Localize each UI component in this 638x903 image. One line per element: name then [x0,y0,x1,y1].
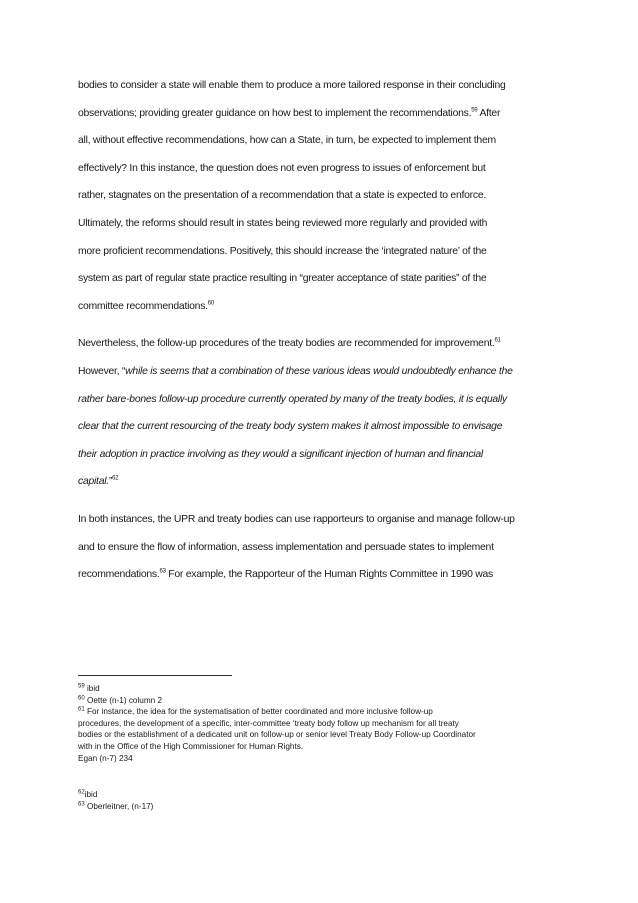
footnote-59 [78,683,564,695]
text-span: more proficient recommendations. Positively, this should increase the ‘integrated nature’ of the [78,245,487,257]
text-line [78,506,564,534]
text-line [78,468,564,496]
text-line [78,182,564,210]
text-span: However, “ [78,365,126,377]
text-span: system as part of regular state practice resulting in “greater acceptance of state parities” of the [78,273,487,285]
text-span: observations; providing greater guidance on how best to implement the recommendations. [78,107,472,119]
footnote-number: 63 [78,801,85,808]
text-span: rather, stagnates on the presentation of a recommendation that a state is expected to enforce. [78,190,486,202]
text-line [78,330,564,358]
quote-text: rather bare-bones follow-up procedure currently operated by many of the treaty bodies, it is equally [78,393,507,405]
text-line [78,127,564,155]
text-line [78,210,564,238]
footnote-number: 59 [78,683,85,690]
text-line [78,238,564,266]
quote-text: clear that the current resourcing of the treaty body system makes it almost impossible to envisage [78,421,503,433]
footnote-ref: 61 [494,337,501,344]
footnote-text: ibid [84,790,98,800]
footnote-ref: 63 [159,568,166,575]
text-line [78,72,564,100]
text-span: ” [108,476,113,488]
body-text [78,72,564,589]
footnote-text: Egan (n-7) 234 [78,753,133,763]
text-span: In both instances, the UPR and treaty bodies can use rapporteurs to organise and manage follow-up [78,513,515,525]
footnote-text: ibid [84,684,100,693]
footnote-number: 61 [78,706,85,713]
footnote-number: 60 [78,694,85,701]
footnote-61 [78,706,564,764]
paragraph [78,330,564,496]
text-line [78,100,564,128]
text-span: For example, the Rapporteur of the Human Rights Committee in 1990 was [165,569,493,581]
quote-line [78,441,564,469]
text-span: After [477,107,501,119]
footnotes [78,683,564,812]
footnote-60 [78,695,564,707]
quote-text: their adoption in practice involving as they would a significant injection of human and financial [78,448,483,460]
quote-text: capital. [78,476,109,488]
text-span: effectively? In this instance, the question does not even progress to issues of enforcement but [78,162,486,174]
footnote-text: procedures, the development of a specific, inter-committee ‘treaty body follow up mechanism for all treaty [78,718,459,728]
text-span: Nevertheless, the follow-up procedures of the treaty bodies are recommended for improvement. [78,338,495,350]
text-line [78,293,564,321]
text-span: Ultimately, the reforms should result in states being reviewed more regularly and provided with [78,217,488,229]
footnote-ref: 59 [471,107,478,114]
quote-text: while is seems that a combination of these various ideas would undoubtedly enhance the [125,365,513,377]
text-span: recommendations. [78,569,160,581]
quote-line [78,413,564,441]
footnote-ref: 60 [207,300,214,307]
footnote-ref: 62 [112,475,119,482]
footnote-number: 62 [78,789,85,796]
quote-line [78,386,564,414]
paragraph [78,72,564,320]
text-span: and to ensure the flow of information, assess implementation and persuade states to implement [78,541,494,553]
text-span: bodies to consider a state will enable them to produce a more tailored response in their concluding [78,80,506,91]
text-span: committee recommendations. [78,300,208,312]
footnote-text: with in the Office of the High Commissioner for Human Rights. [78,741,304,751]
text-line [78,534,564,562]
footnote-text: For instance, the idea for the systematisation of better coordinated and more inclusive follow-up [84,707,433,717]
footnote-text: bodies or the establishment of a dedicated unit on follow-up or senior level Treaty Body Follow-up Coordinator [78,730,476,740]
footnote-text: Oberleitner, (n-17) [84,801,154,811]
footnote-63 [78,801,564,813]
text-line [78,155,564,183]
text-line [78,265,564,293]
text-line [78,358,564,386]
paragraph [78,506,564,589]
footnote-text: Oette (n-1) column 2 [84,695,163,705]
footnote-separator [78,675,232,676]
footnote-62 [78,789,564,801]
text-span: all, without effective recommendations, how can a State, in turn, be expected to implement them [78,135,496,147]
text-line [78,561,564,589]
